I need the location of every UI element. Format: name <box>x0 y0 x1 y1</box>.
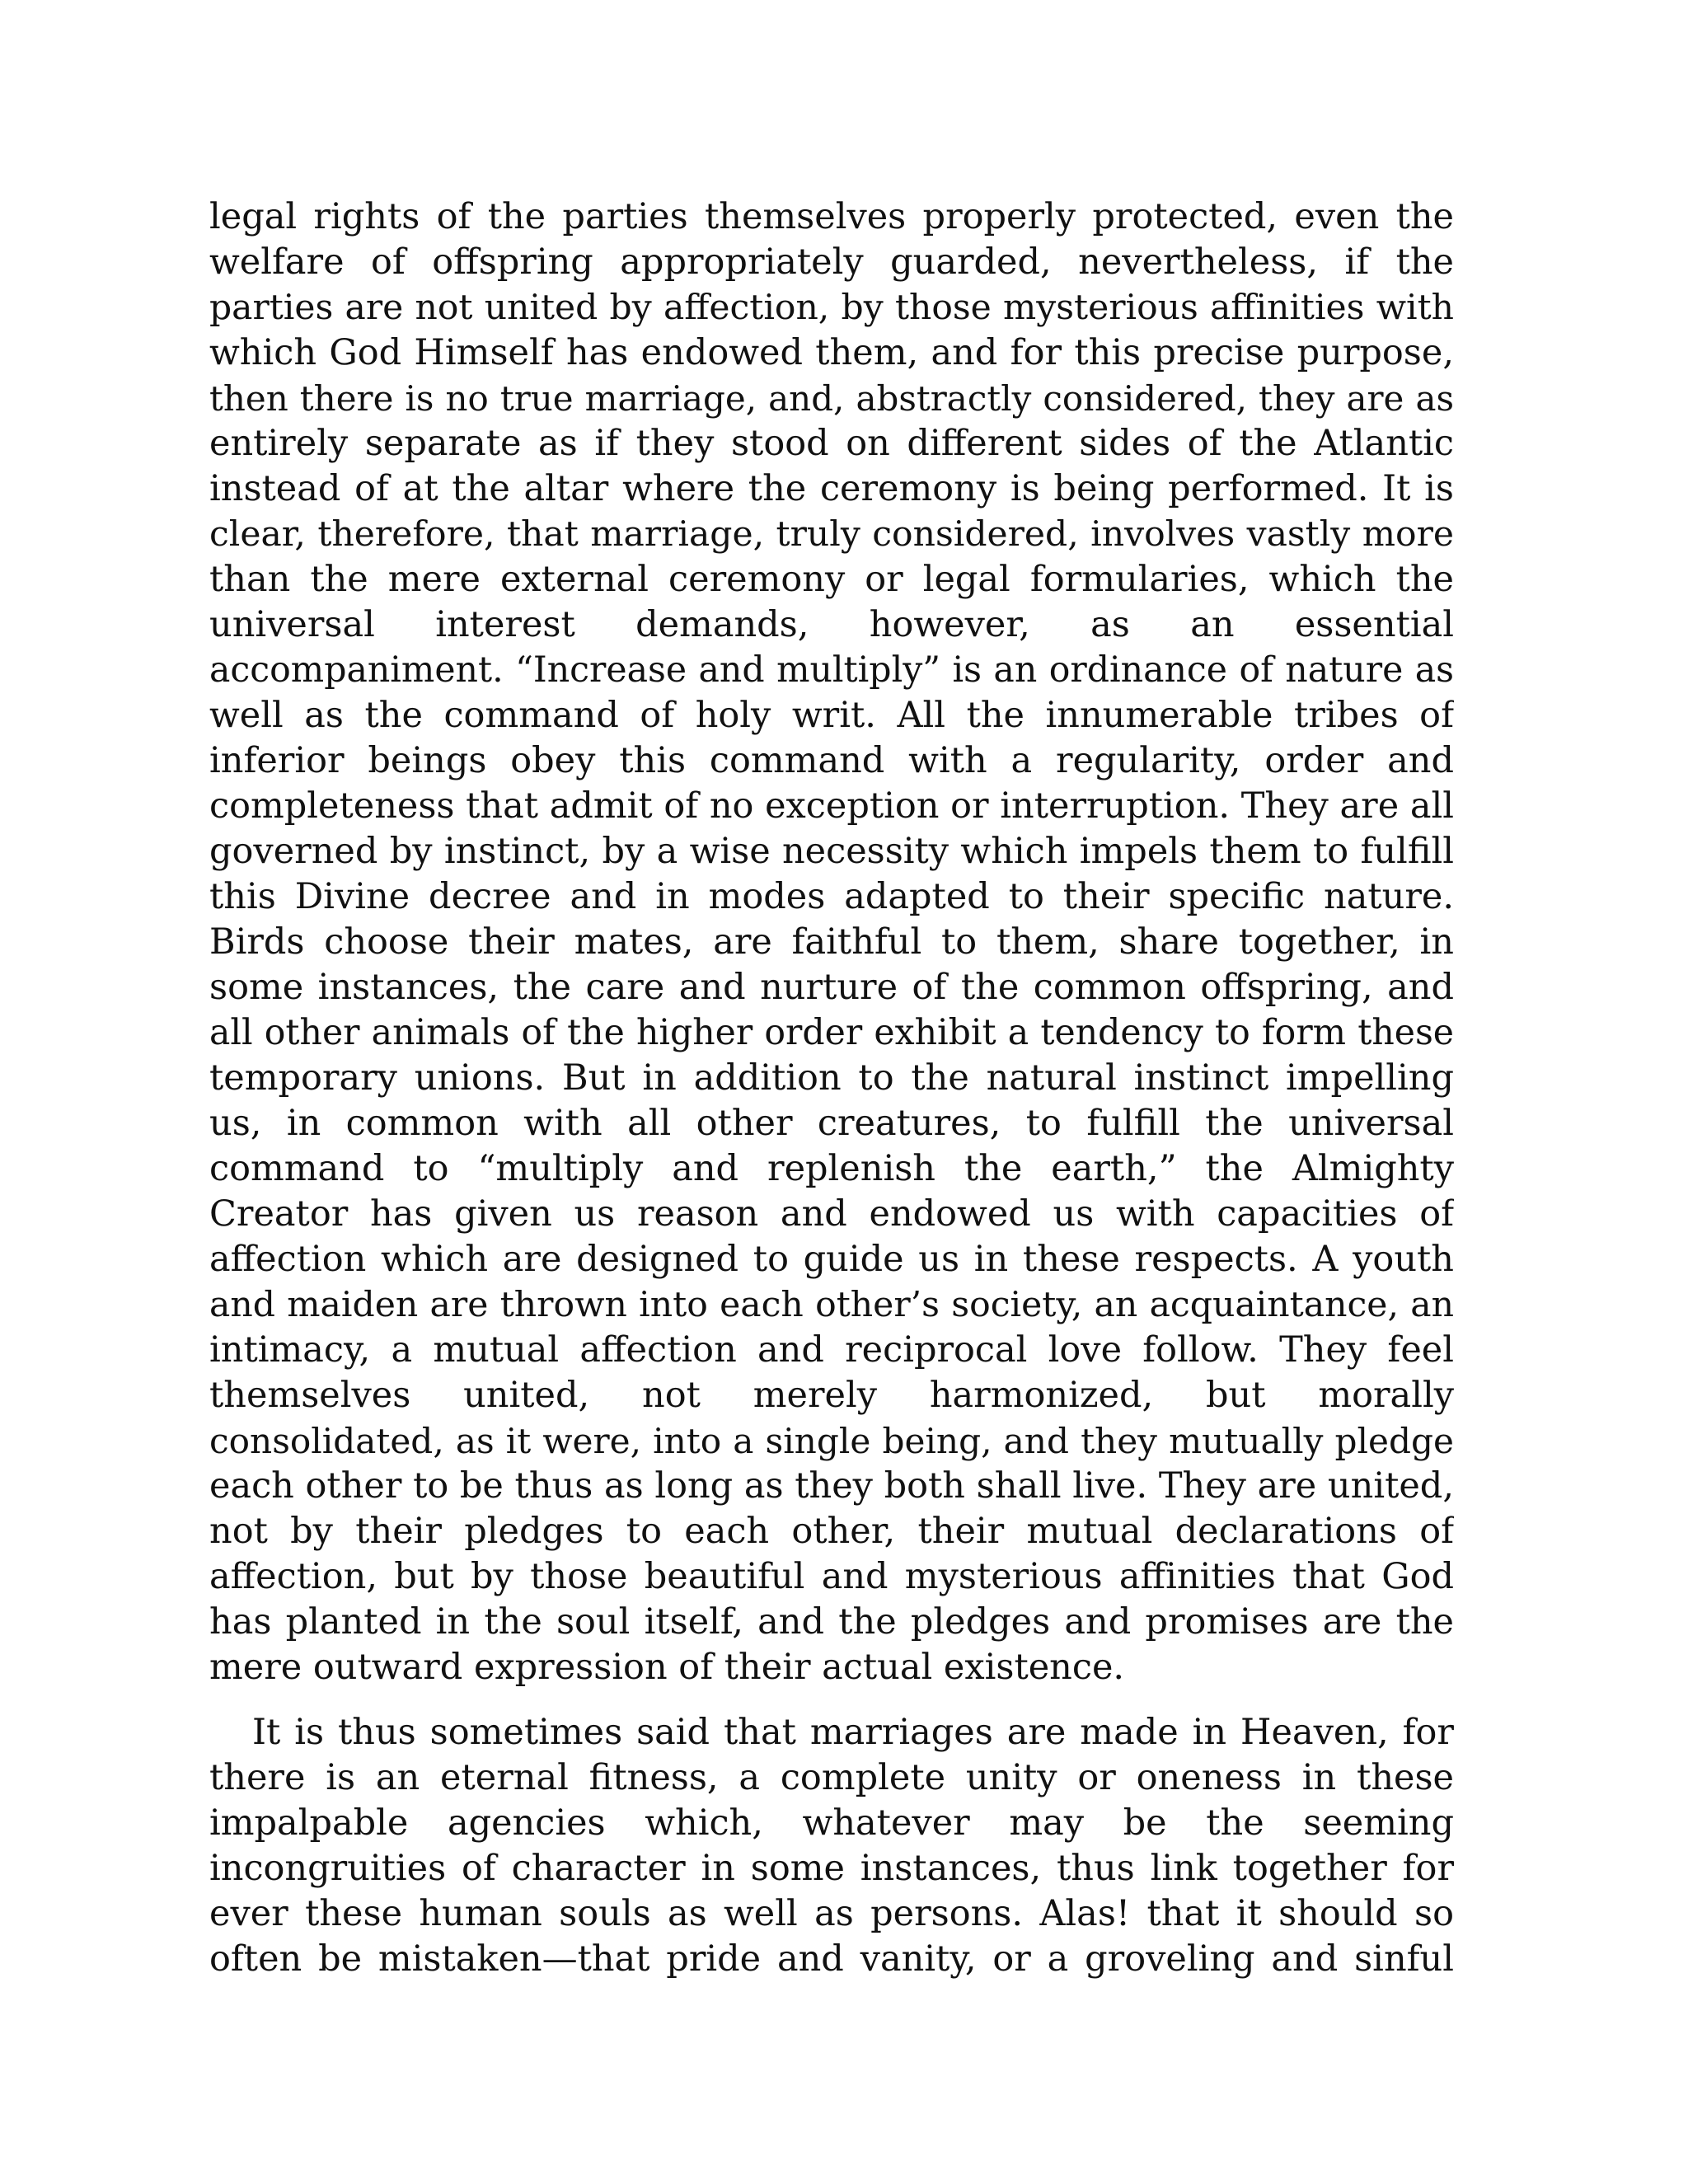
text-line: which God Himself has endowed them, and for this precise purpose, <box>209 332 1454 373</box>
text-line: has planted in the soul itself, and the pledges and promises are the <box>209 1601 1454 1643</box>
text-line: all other animals of the higher order exhibit a tendency to form these <box>209 1012 1454 1053</box>
text-line: intimacy, a mutual affection and reciprocal love follow. They feel <box>209 1329 1454 1371</box>
text-line: often be mistaken—that pride and vanity, or a groveling and sinful <box>209 1938 1454 1980</box>
text-line: Birds choose their mates, are faithful to them, share together, in <box>209 921 1454 963</box>
text-line: not by their pledges to each other, their mutual declarations of <box>209 1511 1454 1552</box>
text-line: incongruities of character in some instances, thus link together for <box>209 1848 1454 1889</box>
text-line: clear, therefore, that marriage, truly considered, involves vastly more <box>209 514 1454 555</box>
text-line: themselves united, not merely harmonized, but morally <box>209 1375 1454 1416</box>
text-line: parties are not united by affection, by those mysterious affinities with <box>209 288 1454 328</box>
text-line: impalpable agencies which, whatever may be the seeming <box>209 1802 1454 1844</box>
text-line: mere outward expression of their actual existence. <box>209 1647 1125 1688</box>
text-line: there is an eternal fitness, a complete unity or oneness in these <box>209 1757 1454 1798</box>
text-line: welfare of offspring appropriately guarded, nevertheless, if the <box>209 241 1454 283</box>
text-line: It is thus sometimes said that marriages are made in Heaven, for <box>252 1712 1454 1753</box>
text-line: instead of at the altar where the ceremony is being performed. It is <box>209 468 1454 509</box>
paragraph-2 <box>209 1710 1454 1982</box>
text-line: affection which are designed to guide us in these respects. A youth <box>209 1239 1454 1280</box>
text-line: command to “multiply and replenish the earth,” the Almighty <box>209 1148 1454 1189</box>
text-line: and maiden are thrown into each other’s society, an acquaintance, an <box>209 1285 1454 1325</box>
paragraph-spacer <box>209 1690 1454 1710</box>
text-line: legal rights of the parties themselves properly protected, even the <box>209 196 1454 237</box>
text-line: affection, but by those beautiful and mysterious affinities that God <box>209 1556 1454 1597</box>
text-line: inferior beings obey this command with a regularity, order and <box>209 740 1454 781</box>
text-line: than the mere external ceremony or legal formularies, which the <box>209 559 1454 600</box>
text-line: some instances, the care and nurture of the common offspring, and <box>209 967 1454 1008</box>
text-line: completeness that admit of no exception or interruption. They are all <box>209 785 1454 827</box>
text-line: temporary unions. But in addition to the natural instinct impelling <box>209 1057 1454 1099</box>
text-line: ever these human souls as well as persons. Alas! that it should so <box>209 1893 1454 1934</box>
text-line: well as the command of holy writ. All the innumerable tribes of <box>209 695 1454 736</box>
text-line: each other to be thus as long as they both shall live. They are united, <box>209 1465 1454 1507</box>
text-line: us, in common with all other creatures, to fulfill the universal <box>209 1103 1454 1144</box>
paragraph-1 <box>209 194 1454 1690</box>
text-line: then there is no true marriage, and, abstractly considered, they are as <box>209 378 1454 419</box>
text-line: governed by instinct, by a wise necessity which impels them to fulfill <box>209 831 1454 872</box>
text-line: universal interest demands, however, as an essential <box>209 604 1454 645</box>
page-body <box>209 194 1454 1982</box>
text-line: accompaniment. “Increase and multiply” is an ordinance of nature as <box>209 649 1454 691</box>
text-line: consolidated, as it were, into a single being, and they mutually pledge <box>209 1421 1454 1461</box>
text-line: entirely separate as if they stood on different sides of the Atlantic <box>209 423 1454 464</box>
text-line: this Divine decree and in modes adapted to their specific nature. <box>209 876 1454 917</box>
text-line: Creator has given us reason and endowed us with capacities of <box>209 1193 1454 1235</box>
